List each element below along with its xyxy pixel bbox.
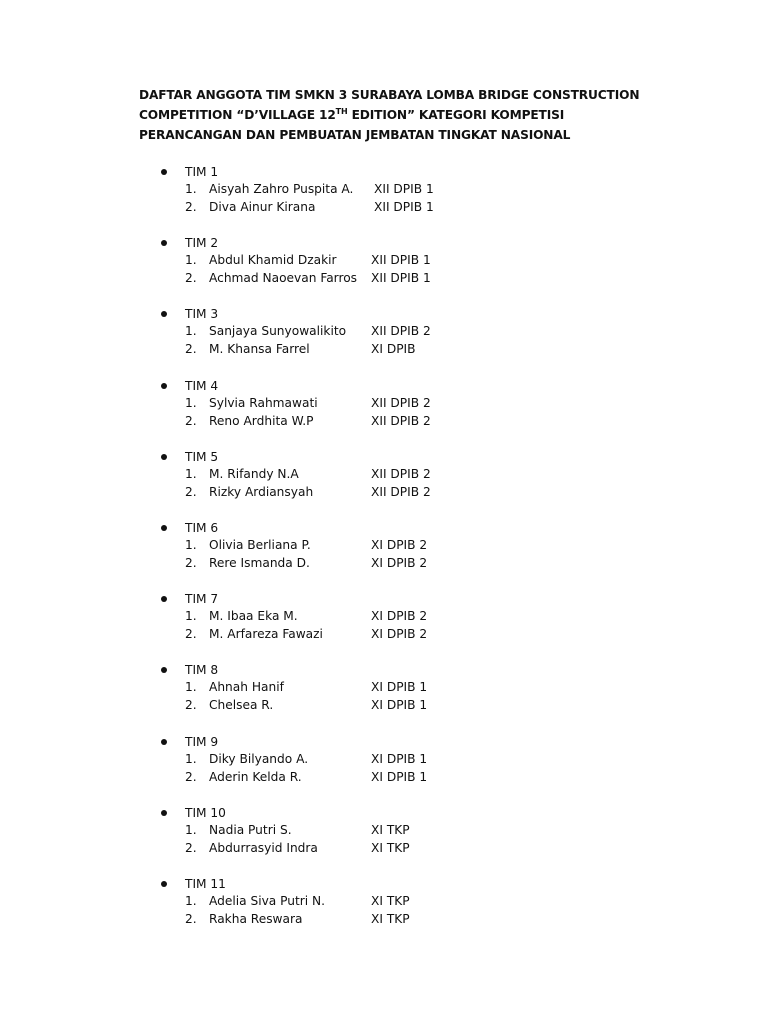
member-row — [0, 892, 768, 910]
bullet-icon — [161, 525, 167, 531]
team-3 — [0, 305, 768, 376]
bullet-icon — [161, 881, 167, 887]
bullet-icon — [161, 311, 167, 317]
member-class: XI DPIB 2 — [371, 555, 428, 570]
team-list — [0, 163, 768, 946]
member-number: 1. — [185, 395, 197, 410]
member-class: XII DPIB 2 — [371, 484, 431, 499]
team-4 — [0, 377, 768, 448]
team-7 — [0, 590, 768, 661]
member-row — [0, 625, 768, 643]
team-5 — [0, 448, 768, 519]
member-row — [0, 412, 768, 430]
member-row — [0, 554, 768, 572]
team-2 — [0, 234, 768, 305]
member-name: Abdurrasyid Indra — [209, 840, 318, 855]
team-heading — [0, 804, 768, 822]
member-number: 1. — [185, 182, 197, 196]
member-row — [0, 465, 768, 483]
team-heading — [0, 234, 768, 252]
team-8 — [0, 661, 768, 732]
member-class: XII DPIB 1 — [374, 182, 434, 196]
member-name: Rere Ismanda D. — [209, 555, 310, 570]
team-name: TIM 11 — [185, 876, 226, 891]
team-name: TIM 7 — [185, 592, 219, 607]
team-heading — [0, 305, 768, 323]
member-number: 1. — [185, 822, 197, 837]
member-number: 1. — [185, 324, 197, 339]
team-1 — [0, 163, 768, 234]
team-heading — [0, 733, 768, 751]
member-row — [0, 910, 768, 928]
member-name: Abdul Khamid Dzakir — [209, 253, 337, 268]
member-name: M. Khansa Farrel — [209, 342, 310, 357]
member-class: XI DPIB 2 — [371, 537, 428, 552]
member-number: 1. — [185, 680, 197, 695]
member-number: 2. — [185, 911, 197, 926]
member-class: XII DPIB 1 — [374, 200, 434, 214]
team-10 — [0, 804, 768, 875]
team-name: TIM 6 — [185, 520, 219, 535]
member-row — [0, 180, 768, 198]
team-name: TIM 10 — [185, 805, 226, 820]
team-name: TIM 2 — [185, 236, 219, 251]
member-number: 2. — [185, 413, 197, 428]
document-title — [139, 86, 669, 145]
bullet-icon — [161, 240, 167, 246]
member-row — [0, 198, 768, 216]
member-class: XII DPIB 2 — [371, 413, 431, 428]
member-name: Reno Ardhita W.P — [209, 413, 314, 428]
team-name: TIM 3 — [185, 307, 219, 322]
team-11 — [0, 875, 768, 946]
member-number: 2. — [185, 698, 197, 713]
member-row — [0, 607, 768, 625]
member-name: Rizky Ardiansyah — [209, 484, 314, 499]
member-number: 2. — [185, 200, 197, 214]
member-number: 1. — [185, 466, 197, 481]
member-name: Achmad Naoevan Farros — [209, 271, 358, 286]
team-heading — [0, 661, 768, 679]
member-number: 2. — [185, 555, 197, 570]
member-class: XI DPIB 1 — [371, 769, 428, 784]
bullet-icon — [161, 667, 167, 673]
member-row — [0, 750, 768, 768]
team-9 — [0, 733, 768, 804]
member-class: XI TKP — [371, 911, 410, 926]
member-number: 2. — [185, 627, 197, 642]
team-heading — [0, 590, 768, 608]
member-class: XI DPIB 1 — [371, 698, 428, 713]
member-row — [0, 839, 768, 857]
member-row — [0, 536, 768, 554]
title-text-part1: DAFTAR ANGGOTA TIM SMKN 3 SURABAYA LOMBA BRIDGE CONSTRUCTION COMPETITION “D’VILLAGE 12 — [139, 88, 640, 122]
team-name: TIM 4 — [185, 378, 219, 393]
team-heading — [0, 163, 768, 181]
member-name: Diky Bilyando A. — [209, 751, 309, 766]
member-class: XII DPIB 1 — [371, 271, 431, 286]
member-number: 1. — [185, 253, 197, 268]
member-class: XI TKP — [371, 822, 410, 837]
member-class: XII DPIB 1 — [371, 253, 431, 268]
member-class: XII DPIB 2 — [371, 324, 431, 339]
member-name: Adelia Siva Putri N. — [209, 893, 326, 908]
member-class: XI DPIB 1 — [371, 680, 428, 695]
member-name: Chelsea R. — [209, 698, 274, 713]
member-name: Ahnah Hanif — [209, 680, 284, 695]
member-name: Aderin Kelda R. — [209, 769, 302, 784]
member-class: XI DPIB 1 — [371, 751, 428, 766]
bullet-icon — [161, 739, 167, 745]
member-number: 1. — [185, 751, 197, 766]
member-row — [0, 394, 768, 412]
member-number: 2. — [185, 769, 197, 784]
member-row — [0, 696, 768, 714]
bullet-icon — [161, 810, 167, 816]
member-name: Olivia Berliana P. — [209, 537, 311, 552]
bullet-icon — [161, 383, 167, 389]
team-name: TIM 9 — [185, 734, 219, 749]
member-name: M. Ibaa Eka M. — [209, 609, 298, 624]
member-name: Nadia Putri S. — [209, 822, 292, 837]
bullet-icon — [161, 596, 167, 602]
member-name: Diva Ainur Kirana — [209, 200, 316, 214]
bullet-icon — [161, 454, 167, 460]
team-name: TIM 5 — [185, 449, 219, 464]
member-number: 2. — [185, 840, 197, 855]
member-class: XI DPIB 2 — [371, 627, 428, 642]
member-number: 1. — [185, 893, 197, 908]
team-heading — [0, 875, 768, 893]
member-row — [0, 483, 768, 501]
member-name: M. Arfareza Fawazi — [209, 627, 323, 642]
member-name: M. Rifandy N.A — [209, 466, 299, 481]
title-text-part2: EDITION” KATEGORI KOMPETISI PERANCANGAN DAN PEMBUATAN JEMBATAN TINGKAT NASIONAL — [139, 107, 571, 142]
member-name: Sylvia Rahmawati — [209, 395, 318, 410]
member-number: 2. — [185, 271, 197, 286]
member-class: XI TKP — [371, 893, 410, 908]
team-heading — [0, 519, 768, 537]
member-name: Aisyah Zahro Puspita A. — [209, 182, 354, 196]
member-name: Rakha Reswara — [209, 911, 303, 926]
bullet-icon — [161, 169, 167, 175]
member-row — [0, 269, 768, 287]
member-number: 2. — [185, 484, 197, 499]
member-row — [0, 340, 768, 358]
member-class: XII DPIB 2 — [371, 395, 431, 410]
member-name: Sanjaya Sunyowalikito — [209, 324, 347, 339]
member-row — [0, 678, 768, 696]
title-superscript: TH — [335, 106, 348, 116]
member-row — [0, 821, 768, 839]
team-6 — [0, 519, 768, 590]
member-row — [0, 251, 768, 269]
member-number: 2. — [185, 342, 197, 357]
member-class: XI DPIB — [371, 342, 416, 357]
member-number: 1. — [185, 609, 197, 624]
member-class: XI DPIB 2 — [371, 609, 428, 624]
member-class: XII DPIB 2 — [371, 466, 431, 481]
team-heading — [0, 377, 768, 395]
team-name: TIM 1 — [185, 165, 219, 179]
team-name: TIM 8 — [185, 663, 219, 678]
member-row — [0, 768, 768, 786]
member-number: 1. — [185, 537, 197, 552]
team-heading — [0, 448, 768, 466]
member-row — [0, 322, 768, 340]
member-class: XI TKP — [371, 840, 410, 855]
